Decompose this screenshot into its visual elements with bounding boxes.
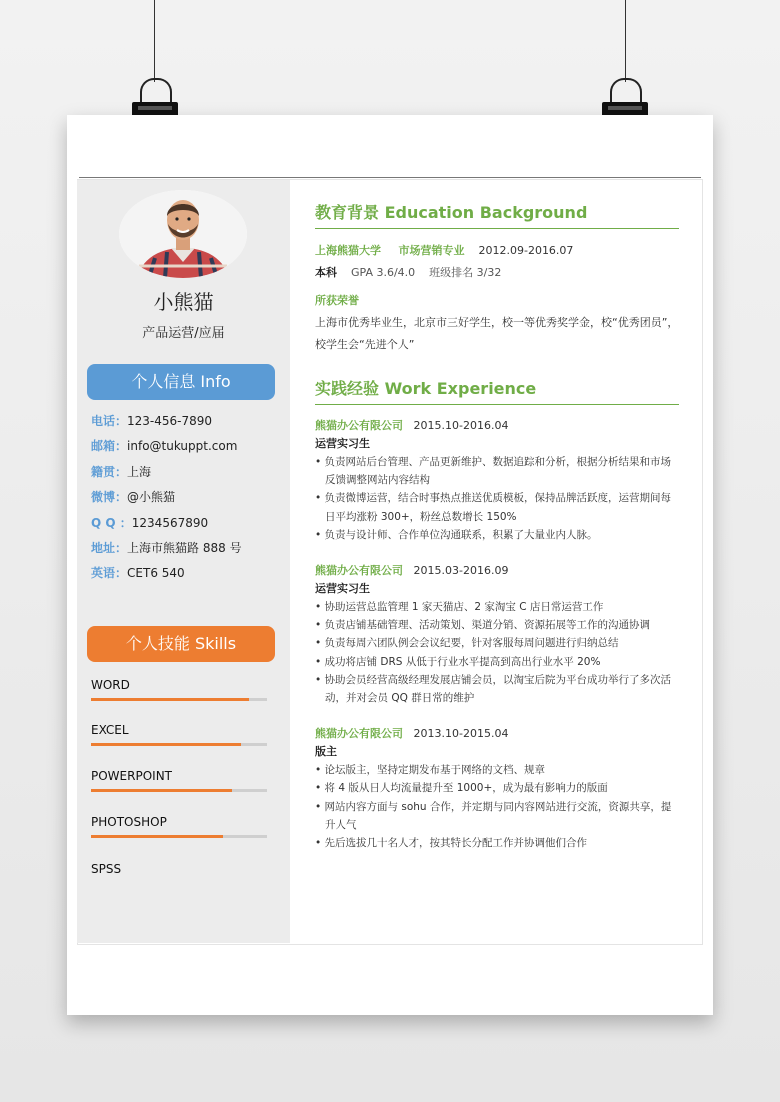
avatar-photo-icon — [119, 190, 247, 278]
education-degree-row — [315, 264, 679, 282]
job-header — [315, 417, 679, 435]
info-value: 1234567890 — [131, 515, 209, 530]
hanging-string-right — [625, 0, 626, 82]
top-divider — [79, 177, 701, 178]
info-key: 电话 — [91, 414, 116, 428]
job-company: 熊猫办公有限公司 — [315, 727, 403, 741]
honors-text: 上海市优秀毕业生，北京市三好学生，校一等优秀奖学金，校“优秀团员”，校学生会“先进个人” — [315, 316, 679, 351]
job-period: 2013.10-2015.04 — [413, 727, 509, 741]
info-value: 上海市熊猫路 888 号 — [127, 540, 242, 555]
job-period: 2015.10-2016.04 — [413, 419, 509, 432]
honors-title: 所获荣誉 — [315, 294, 359, 307]
job-bullet: • 负责每周六团队例会会议纪要，针对客服每周问题进行归纳总结 — [315, 637, 619, 650]
profile-name: 小熊猫 — [153, 290, 214, 314]
job-bullet: • 论坛版主，坚持定期发布基于网络的文档、规章 — [315, 764, 546, 777]
info-row-hometown: 籍贯：上海 — [91, 464, 152, 479]
skill-excel — [91, 723, 267, 746]
skill-powerpoint — [91, 769, 267, 792]
info-row-weibo: 微博：@小熊猫 — [91, 490, 176, 505]
profile-role: 产品运营/应届 — [142, 326, 225, 341]
info-value: 123-456-7890 — [127, 414, 213, 428]
skill-bar-fill — [91, 698, 249, 701]
job-bullet: • 负责店铺基础管理、活动策划、渠道分销、资源拓展等工作的沟通协调 — [315, 619, 651, 632]
job-bullet: • 负责微博运营，结合时事热点推送优质模板，保持品牌活跃度，运营期间每日平均涨粉 300+，粉丝总数增长 150% — [315, 492, 672, 523]
sidebar — [77, 180, 290, 943]
info-row-qq: Q Q ：1234567890 — [91, 515, 209, 530]
info-value: CET6 540 — [127, 566, 185, 581]
hanging-string-left — [154, 0, 155, 82]
job-2 — [315, 562, 679, 707]
info-row-email: 邮箱：info@tukuppt.com — [91, 439, 238, 454]
info-key: 籍贯 — [91, 464, 116, 479]
skill-bar-fill — [91, 743, 241, 746]
skill-bar — [91, 743, 267, 746]
job-position: 运营实习生 — [315, 582, 370, 596]
education-major: 市场营销专业 — [398, 244, 465, 257]
job-company: 熊猫办公有限公司 — [315, 419, 403, 432]
skill-bar — [91, 835, 267, 838]
job-position: 版主 — [315, 745, 337, 759]
education-degree: 本科 — [315, 266, 337, 279]
education-school-row — [315, 242, 679, 260]
job-bullet: • 先后选拔几十名人才，按其特长分配工作并协调他们合作 — [315, 837, 588, 850]
info-list — [91, 412, 281, 590]
info-key: 英语 — [91, 566, 116, 581]
skill-bar — [91, 789, 267, 792]
job-bullet: • 成功将店铺 DRS 从低于行业水平提高到高出行业水平 20% — [315, 655, 601, 668]
job-3 — [315, 725, 679, 852]
job-header — [315, 725, 679, 743]
info-section-header: 个人信息 Info — [87, 364, 275, 400]
skill-name: EXCEL — [91, 723, 129, 737]
job-bullet: • 协助运营总监管理 1 家天猫店、2 家淘宝 C 店日常运营工作 — [315, 601, 604, 614]
info-key: 地址 — [91, 540, 116, 555]
job-bullet: • 协助会员经营高级经理发展店铺会员，以淘宝后院为平台成功举行了多次活动，并对会员 QQ 群日常的维护 — [315, 673, 672, 705]
info-value: info@tukuppt.com — [127, 439, 238, 454]
job-bullet: • 负责与设计师、合作单位沟通联系，积累了大量业内人脉。 — [315, 528, 598, 541]
skill-bar — [91, 698, 267, 701]
skill-name: SPSS — [91, 862, 122, 876]
main-content — [315, 200, 679, 852]
job-header — [315, 562, 679, 580]
skill-spss — [91, 862, 267, 876]
info-row-phone: 电话：123-456-7890 — [91, 414, 213, 428]
job-company: 熊猫办公有限公司 — [315, 564, 403, 578]
education-rank: 班级排名 3/32 — [429, 266, 502, 279]
info-value: 上海 — [127, 464, 152, 479]
skill-name: POWERPOINT — [91, 769, 172, 783]
avatar — [119, 190, 247, 278]
experience-section-title: 实践经验 Work Experience — [315, 376, 679, 405]
info-row-address: 地址：上海市熊猫路 888 号 — [91, 540, 242, 555]
skills-section-header: 个人技能 Skills — [87, 626, 275, 662]
job-bullet: • 将 4 版从日人均流量提升至 1000+，成为最有影响力的版面 — [315, 782, 608, 795]
skill-word — [91, 678, 267, 701]
info-value: @小熊猫 — [127, 490, 176, 505]
job-period: 2015.03-2016.09 — [413, 564, 509, 578]
education-gpa: GPA 3.6/4.0 — [351, 266, 416, 279]
education-school: 上海熊猫大学 — [315, 244, 381, 257]
skill-photoshop — [91, 815, 267, 838]
info-key: 邮箱 — [91, 439, 116, 454]
skill-bar-fill — [91, 835, 223, 838]
education-section-title: 教育背景 Education Background — [315, 200, 679, 229]
resume-paper — [67, 115, 713, 1015]
job-1 — [315, 417, 679, 544]
info-key: Q Q — [91, 515, 120, 530]
job-position: 运营实习生 — [315, 437, 370, 450]
skill-name: WORD — [91, 678, 130, 692]
job-bullet: • 负责网站后台管理、产品更新维护、数据追踪和分析，根据分析结果和市场反馈调整网站内容结构 — [315, 456, 672, 487]
skill-name: PHOTOSHOP — [91, 815, 167, 829]
skill-bar-fill — [91, 789, 232, 792]
job-bullet: • 网站内容方面与 sohu 合作，并定期与同内容网站进行交流，资源共享，提升人气 — [315, 800, 672, 831]
education-period: 2012.09-2016.07 — [478, 244, 574, 257]
info-key: 微博 — [91, 490, 116, 505]
info-row-english: 英语：CET6 540 — [91, 566, 185, 581]
